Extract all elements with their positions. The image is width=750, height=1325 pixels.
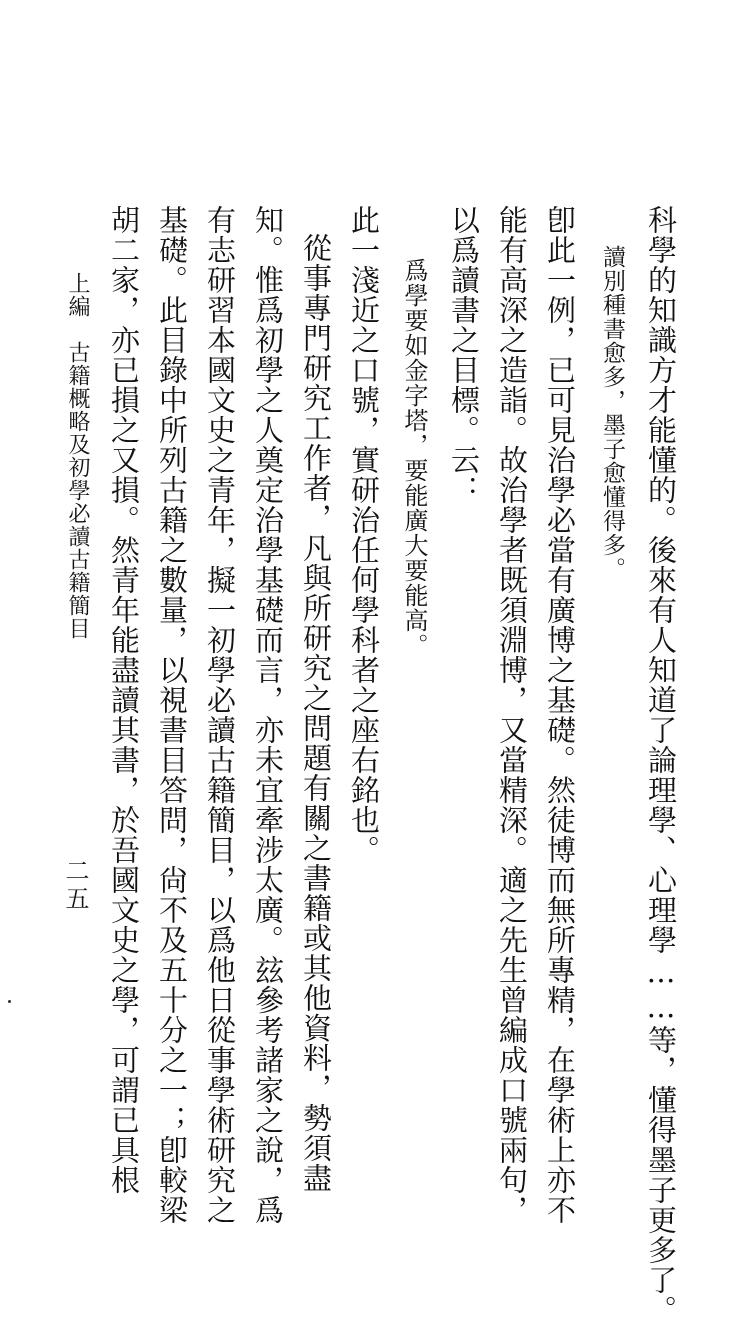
- text-column-11: 基礎。此目錄中所列古籍之數量，以視書目答問，尙不及五十分之一；卽較梁: [155, 205, 189, 1225]
- text-column-9: 知。惟爲初學之人奠定治學基礎而言，亦未宜牽涉太廣。玆參考諸家之說，爲: [251, 205, 285, 1225]
- text-column-5: 以爲讀書之目標。云：: [447, 205, 481, 505]
- text-column-2-note: 讀別種書愈多，墨子愈懂得多。: [599, 245, 625, 581]
- text-column-3: 卽此一例，已可見治學必當有廣博之基礎。然徒博而無所專精，在學術上亦不: [543, 205, 577, 1225]
- text-column-10: 有志研習本國文史之青年，擬一初學必讀古籍簡目，以爲他日從事學術研究之: [203, 205, 237, 1225]
- text-column-1: 科學的知識方才能懂的。後來有人知道了論理學、心理學……等，懂得墨子更多了。: [644, 205, 678, 1325]
- text-column-4: 能有高深之造詣。故治學者既須淵博，又當精深。適之先生曾編成口號兩句，: [495, 205, 529, 1225]
- stray-mark: [8, 1000, 11, 1003]
- running-title: 上編 古籍概略及初學必讀古籍簡目: [65, 272, 90, 640]
- text-column-12: 胡二家，亦已損之又損。然青年能盡讀其書，於吾國文史之學，可謂已具根: [107, 205, 141, 1195]
- text-column-7: 此一淺近之口號，實研治任何學科者之座右銘也。: [347, 205, 381, 865]
- text-column-8-paragraph-start: 從事專門研究工作者，凡與所研究之問題有關之書籍或其他資料，勢須盡: [299, 233, 333, 1193]
- quotation-column: 爲學要如金字塔，要能廣大要能高。: [400, 258, 428, 658]
- page-number: 二五: [61, 858, 89, 914]
